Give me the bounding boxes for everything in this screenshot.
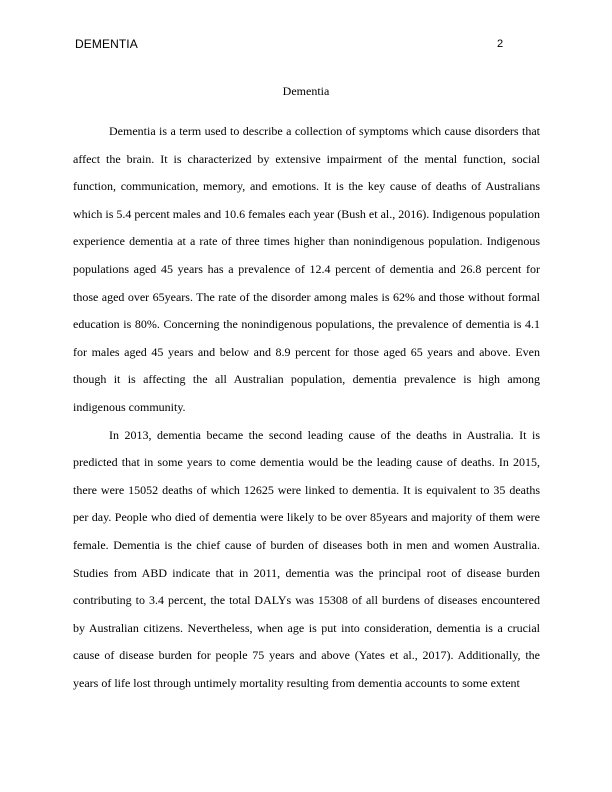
page-number: 2 xyxy=(497,38,504,50)
running-head: DEMENTIA xyxy=(75,37,138,51)
body-text xyxy=(73,118,540,697)
paragraph: Dementia is a term used to describe a collection of symptoms which cause disorders that affect the brain. It is characterized by extensive impairment of the mental function, social function, communication, memory, and emotions. It is the key cause of deaths of Australians which is 5.4 percent males and 10.6 females each year (Bush et al., 2016). Indigenous population experience dementia at a rate of three times higher than nonindigenous population. Indigenous populations aged 45 years has a prevalence of 12.4 percent of dementia and 26.8 percent for those aged over 65years. The rate of the disorder among males is 62% and those without formal education is 80%. Concerning the nonindigenous populations, the prevalence of dementia is 4.1 for males aged 45 years and below and 8.9 percent for those aged 65 years and above. Even though it is affecting the all Australian population, dementia prevalence is high among indigenous community. xyxy=(73,124,540,414)
paragraph: In 2013, dementia became the second leading cause of the deaths in Australia. It is predicted that in some years to come dementia would be the leading cause of deaths. In 2015, there were 15052 deaths of which 12625 were linked to dementia. It is equivalent to 35 deaths per day. People who died of dementia were likely to be over 85years and majority of them were female. Dementia is the chief cause of burden of diseases both in men and women Australia. Studies from ABD indicate that in 2011, dementia was the principal root of disease burden contributing to 3.4 percent, the total DALYs was 15308 of all burdens of diseases encountered by Australian citizens. Nevertheless, when age is put into consideration, dementia is a crucial cause of disease burden for people 75 years and above (Yates et al., 2017). Additionally, the years of life lost through untimely mortality resulting from dementia accounts to some extent xyxy=(73,427,540,690)
document-title: Dementia xyxy=(282,84,330,98)
